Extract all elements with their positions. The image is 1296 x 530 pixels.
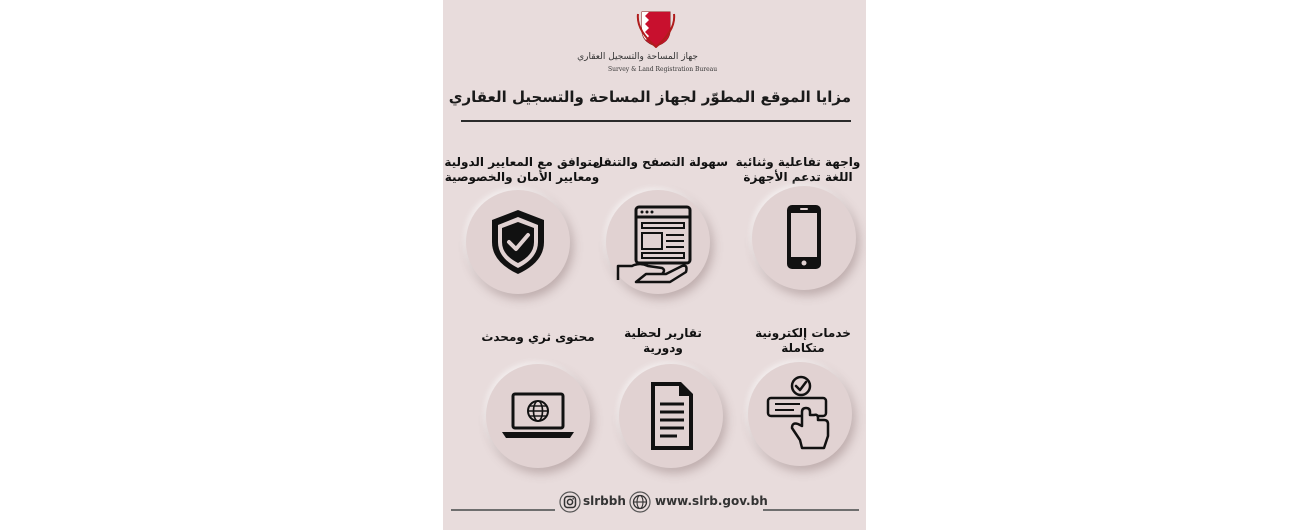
feature-circle-browser: [606, 190, 710, 294]
feature-circle-reports: [619, 364, 723, 468]
laptop-globe-icon: [486, 364, 590, 468]
title-divider: [461, 120, 851, 122]
smartphone-icon: [752, 186, 856, 290]
touch-checkmark-icon: [748, 362, 852, 466]
organization-name-english: Survey & Land Registration Bureau: [608, 66, 718, 73]
feature-circle-services: [748, 362, 852, 466]
feature-circle-content: [486, 364, 590, 468]
feature-label-reports: تقارير لحظية ودورية: [624, 326, 702, 355]
instagram-handle[interactable]: slrbbh: [583, 494, 626, 508]
feature-label-interactive-bilingual: واجهة تفاعلية وثنائية اللغة تدعم الأجهزة: [735, 155, 861, 184]
instagram-icon[interactable]: [559, 490, 581, 514]
browser-window-hand-icon: [606, 190, 710, 294]
globe-icon: [629, 490, 651, 514]
bahrain-emblem-icon: [636, 8, 676, 48]
footer-divider-left: [451, 509, 555, 511]
website-url[interactable]: www.slrb.gov.bh: [655, 494, 768, 508]
feature-label-easy-navigation: سهولة التصفح والتنقل: [592, 155, 728, 169]
document-icon: [619, 364, 723, 468]
feature-label-integrated-services: خدمات إلكترونية متكاملة: [755, 326, 851, 355]
feature-label-rich-content: محتوى ثري ومحدث: [481, 330, 595, 344]
feature-circle-smartphone: [752, 186, 856, 290]
feature-circle-shield: [466, 190, 570, 294]
poster: [443, 0, 866, 530]
feature-label-standards-security: متوافق مع المعايير الدولية ومعايير الأمان والخصوصية: [444, 155, 600, 184]
organization-logo: [577, 8, 718, 76]
page-title: مزايا الموقع المطوّر لجهاز المساحة والتسجيل العقاري: [448, 88, 851, 106]
footer-divider-right: [763, 509, 859, 511]
organization-name-arabic: جهاز المساحة والتسجيل العقاري: [577, 52, 698, 62]
shield-check-icon: [466, 190, 570, 294]
